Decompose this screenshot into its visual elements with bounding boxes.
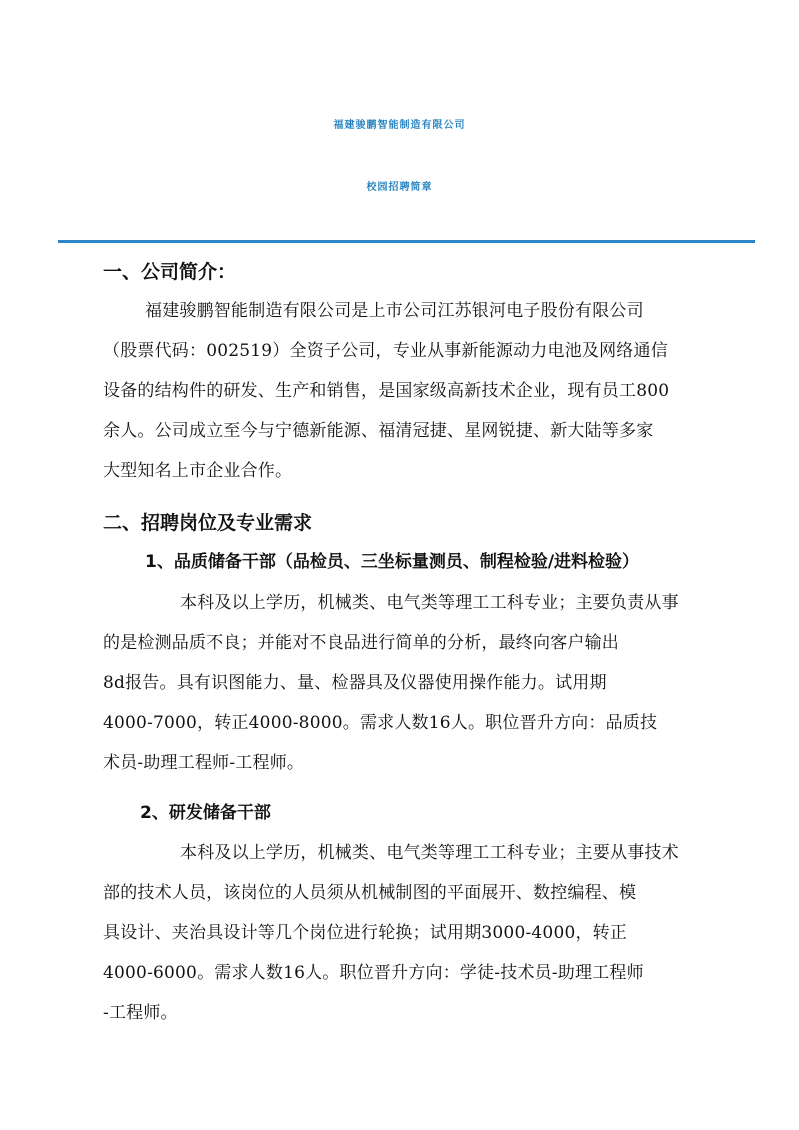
- intro-line-4: 余人。公司成立至今与宁德新能源、福清冠捷、星网锐捷、新大陆等多家: [103, 421, 654, 441]
- document-title: 校园招聘简章: [366, 182, 433, 193]
- position-2-line-5: -工程师。: [103, 1003, 178, 1023]
- position-1-line-1: 本科及以上学历，机械类、电气类等理工工科专业；主要负责从事: [180, 593, 679, 613]
- position-2-title: 2、研发储备干部: [140, 803, 271, 823]
- position-1-line-3: 8d报告。具有识图能力、量、检器具及仪器使用操作能力。试用期: [103, 673, 607, 693]
- intro-line-1: 福建骏鹏智能制造有限公司是上市公司江苏银河电子股份有限公司: [145, 301, 644, 321]
- position-2-line-4: 4000-6000。需求人数16人。职位晋升方向：学徒-技术员-助理工程师: [103, 963, 644, 983]
- company-title: 福建骏鹏智能制造有限公司: [333, 120, 466, 131]
- position-1-line-2: 的是检测品质不良；并能对不良品进行简单的分析，最终向客户输出: [103, 633, 619, 653]
- position-2-line-1: 本科及以上学历，机械类、电气类等理工工科专业；主要从事技术: [180, 843, 679, 863]
- position-1-line-4: 4000-7000，转正4000-8000。需求人数16人。职位晋升方向：品质技: [103, 713, 658, 733]
- position-2-line-3: 具设计、夹治具设计等几个岗位进行轮换；试用期3000-4000，转正: [103, 923, 628, 943]
- intro-line-5: 大型知名上市企业合作。: [103, 461, 293, 481]
- section-heading-company-intro: 一、公司简介：: [103, 261, 237, 283]
- position-1-title: 1、品质储备干部（品检员、三坐标量测员、制程检验/进料检验）: [145, 552, 640, 572]
- intro-line-2: （股票代码：002519）全资子公司，专业从事新能源动力电池及网络通信: [103, 341, 668, 361]
- intro-line-3: 设备的结构件的研发、生产和销售，是国家级高新技术企业，现有员工800: [103, 381, 670, 401]
- title-divider: [58, 240, 755, 243]
- position-2-line-2: 部的技术人员，该岗位的人员须从机械制图的平面展开、数控编程、模: [103, 883, 637, 903]
- position-1-line-5: 术员-助理工程师-工程师。: [103, 753, 305, 773]
- section-heading-positions: 二、招聘岗位及专业需求: [103, 512, 313, 534]
